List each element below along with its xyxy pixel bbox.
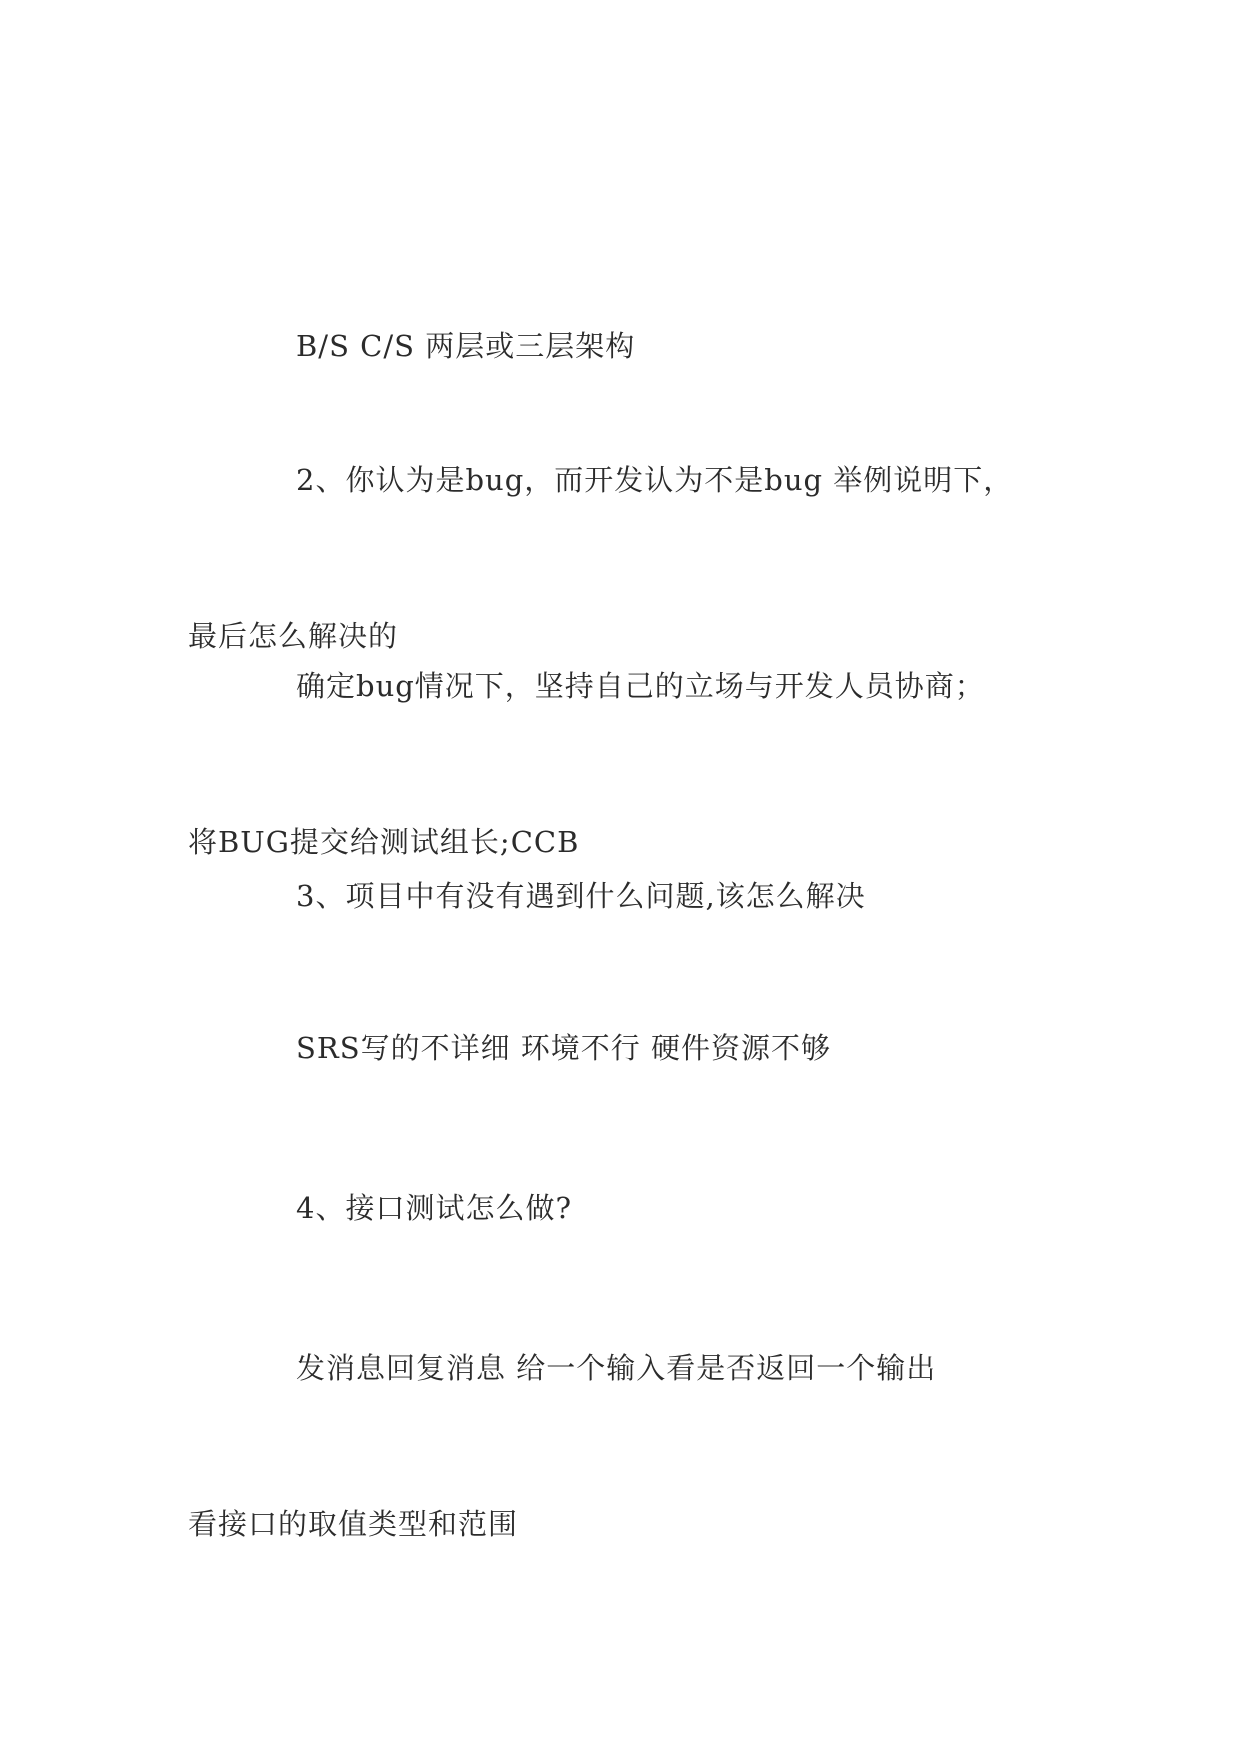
paragraph-line: 最后怎么解决的 [188, 619, 399, 653]
paragraph-line: 3、项目中有没有遇到什么问题,该怎么解决 [296, 879, 866, 913]
paragraph-line: 确定bug情况下，坚持自己的立场与开发人员协商； [296, 669, 985, 703]
answer-4 [188, 1238, 1068, 1654]
paragraph-line: 4、接口测试怎么做? [296, 1191, 572, 1225]
paragraph-line: SRS写的不详细 环境不行 硬件资源不够 [296, 1031, 832, 1065]
paragraph-line: 发消息回复消息 给一个输入看是否返回一个输出 [296, 1351, 937, 1385]
paragraph-line: B/S C/S 两层或三层架构 [296, 329, 636, 363]
paragraph-line: 2、你认为是bug，而开发认为不是bug 举例说明下， [296, 463, 1014, 497]
paragraph-line: 将BUG提交给测试组长;CCB [188, 825, 580, 859]
paragraph-line: 看接口的取值类型和范围 [188, 1507, 519, 1541]
